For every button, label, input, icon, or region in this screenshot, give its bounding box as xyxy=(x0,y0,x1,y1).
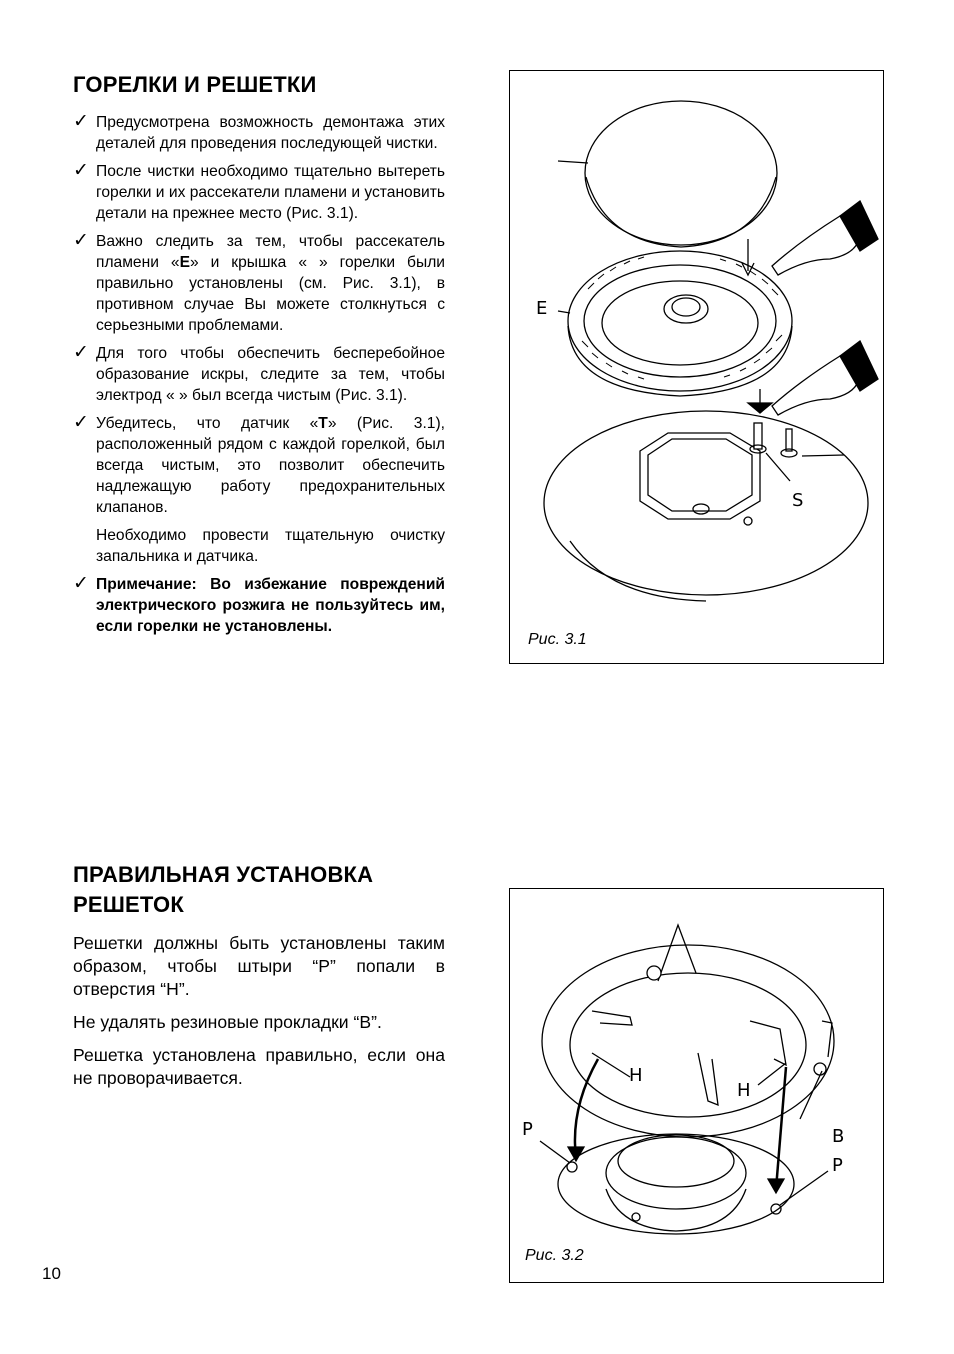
note-item xyxy=(73,574,445,637)
grate-installation-illustration xyxy=(510,889,883,1282)
checkmark-icon: ✓ xyxy=(73,160,89,181)
checkmark-icon: ✓ xyxy=(73,573,89,594)
list-item-text: Важно следить за тем, чтобы рассекатель пламени « xyxy=(96,233,445,271)
flame-spreader-letter: E xyxy=(179,254,190,271)
grate-instructions xyxy=(73,932,445,1100)
label-h-left: H xyxy=(629,1065,643,1086)
label-b: B xyxy=(832,1126,845,1147)
checkmark-icon: ✓ xyxy=(73,412,89,433)
sensor-letter: T xyxy=(318,415,328,432)
figure-3-2 xyxy=(509,888,884,1283)
label-p-right: P xyxy=(832,1155,843,1176)
list-item xyxy=(73,231,445,336)
list-item-text: Убедитесь, что датчик « xyxy=(96,415,319,432)
paragraph: Решетка установлена правильно, если она не проворачивается. xyxy=(73,1045,445,1088)
figure-caption: Рис. 3.1 xyxy=(528,631,587,648)
burner-exploded-illustration xyxy=(510,71,883,663)
list-item-text: Для того чтобы обеспечить бесперебойное образование искры, следите за тем, чтобы электрод « » был всегда чистым (Рис. 3.1). xyxy=(96,345,445,404)
label-p-left: P xyxy=(522,1119,533,1140)
section-title-grates: ПРАВИЛЬНАЯ УСТАНОВКА РЕШЕТОК xyxy=(73,862,374,917)
paragraph: Решетки должны быть установлены таким образом, чтобы штыри “P” попали в отверстия “H”. xyxy=(73,933,445,999)
section-title-burners: ГОРЕЛКИ И РЕШЕТКИ xyxy=(73,72,317,97)
list-item xyxy=(73,413,445,518)
note-text: Примечание: Во избежание повреждений электрического розжига не пользуйтесь им, если горелки не установлены. xyxy=(96,576,445,635)
list-item-text: » и крышка « » горелки были правильно установлены (см. Рис. 3.1), в противном случае Вы можете столкнуться с серьезными проблемами. xyxy=(96,254,445,334)
checkmark-icon: ✓ xyxy=(73,230,89,251)
label-h-right: H xyxy=(737,1080,751,1101)
list-item xyxy=(73,343,445,406)
list-item-text: Предусмотрена возможность демонтажа этих деталей для проведения последующей чистки. xyxy=(96,114,445,152)
checkmark-icon: ✓ xyxy=(73,111,89,132)
burner-instructions-list xyxy=(73,112,445,644)
list-item-text: » (Рис. 3.1), расположенный рядом с каждой горелкой, был всегда чистым, это позволит обеспечить надлежащую работу предохранительных клапанов. xyxy=(96,415,445,516)
paragraph: Не удалять резиновые прокладки “B”. xyxy=(73,1012,382,1032)
cleaning-paragraph: Необходимо провести тщательную очистку запальника и датчика. xyxy=(96,527,445,565)
label-e: E xyxy=(536,298,548,319)
list-item xyxy=(73,161,445,224)
checkmark-icon: ✓ xyxy=(73,342,89,363)
label-s: S xyxy=(792,490,804,511)
figure-3-1 xyxy=(509,70,884,664)
figure-caption: Рис. 3.2 xyxy=(525,1247,584,1264)
list-item xyxy=(73,112,445,154)
page-number: 10 xyxy=(42,1264,61,1283)
list-item-text: После чистки необходимо тщательно вытереть горелки и их рассекатели пламени и установить детали на прежнее место (Рис. 3.1). xyxy=(96,163,445,222)
